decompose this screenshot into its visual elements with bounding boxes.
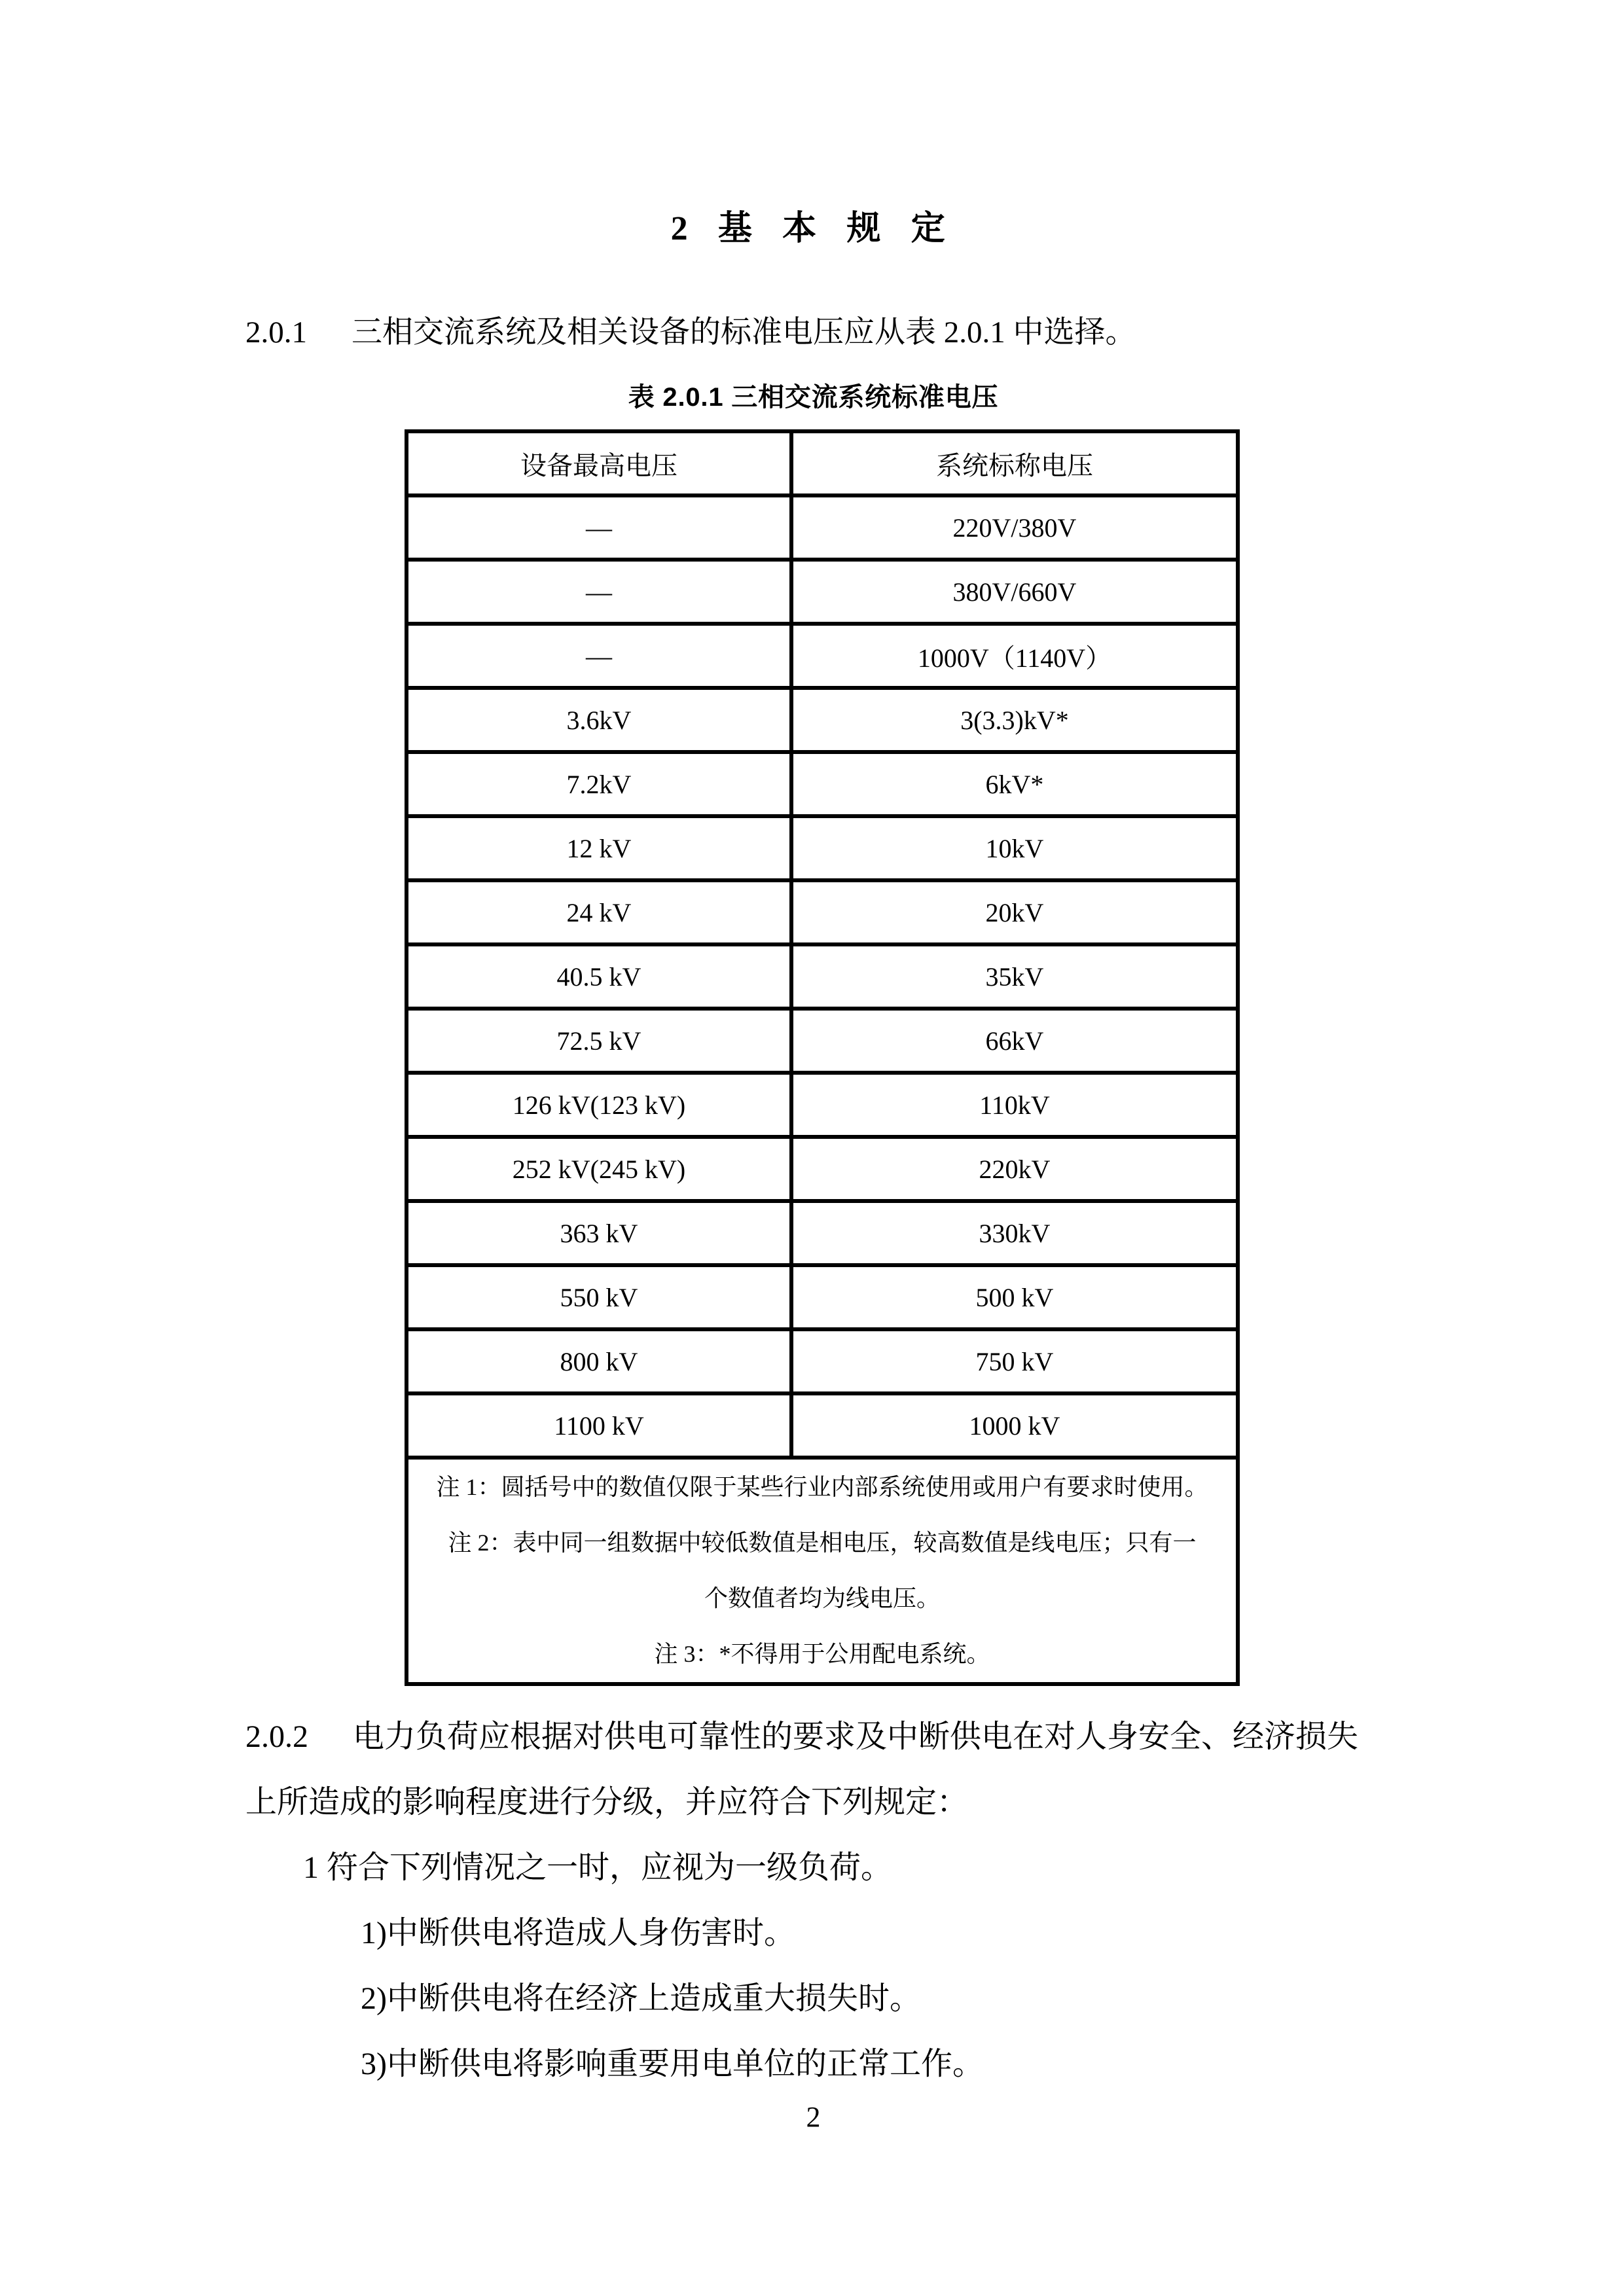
device-max-voltage-cell: 24 kV — [406, 880, 791, 944]
table-row — [406, 1393, 1238, 1458]
system-nominal-voltage-cell: 380V/660V — [791, 560, 1238, 624]
table-row — [406, 880, 1238, 944]
clause-2-0-2-subitem1: 1)中断供电将造成人身伤害时。 — [361, 1916, 795, 1950]
system-nominal-voltage-cell: 1000 kV — [791, 1393, 1238, 1458]
clause-2-0-2 — [245, 1704, 1381, 2097]
clause-2-0-1-text: 三相交流系统及相关设备的标准电压应从表 2.0.1 中选择。 — [352, 315, 1136, 350]
device-max-voltage-cell: 40.5 kV — [406, 944, 791, 1009]
clause-2-0-2-subitem3: 3)中断供电将影响重要用电单位的正常工作。 — [361, 2047, 984, 2081]
system-nominal-voltage-cell: 220kV — [791, 1137, 1238, 1201]
table-note-line: 个数值者均为线电压。 — [704, 1585, 940, 1611]
clause-2-0-2-text1: 电力负荷应根据对供电可靠性的要求及中断供电在对人身安全、经济损失 — [353, 1719, 1359, 1754]
table-notes-row — [406, 1458, 1238, 1684]
device-max-voltage-cell: — — [406, 560, 791, 624]
table-row — [406, 560, 1238, 624]
device-max-voltage-cell: — — [406, 495, 791, 560]
system-nominal-voltage-cell: 10kV — [791, 816, 1238, 880]
clause-2-0-2-subitem2: 2)中断供电将在经济上造成重大损失时。 — [361, 1981, 921, 2016]
table-note-line: 注 3：*不得用于公用配电系统。 — [654, 1641, 990, 1667]
table-note-line: 注 2：表中同一组数据中较低数值是相电压，较高数值是线电压；只有一 — [448, 1530, 1197, 1556]
system-nominal-voltage-cell: 750 kV — [791, 1329, 1238, 1393]
system-nominal-voltage-cell: 35kV — [791, 944, 1238, 1009]
table-row — [406, 944, 1238, 1009]
table-row — [406, 495, 1238, 560]
device-max-voltage-cell: 7.2kV — [406, 752, 791, 816]
page-number: 2 — [806, 2101, 821, 2133]
device-max-voltage-cell: 252 kV(245 kV) — [406, 1137, 791, 1201]
clause-2-0-1 — [245, 312, 1381, 353]
table-row — [406, 624, 1238, 688]
table-notes-cell — [406, 1458, 1238, 1684]
clause-2-0-2-label: 2.0.2 — [245, 1719, 308, 1754]
chapter-title: 2 基 本 规 定 — [670, 210, 956, 247]
clause-2-0-2-item1: 1 符合下列情况之一时，应视为一级负荷。 — [303, 1850, 893, 1885]
table-row — [406, 1073, 1238, 1137]
device-max-voltage-cell: 363 kV — [406, 1201, 791, 1265]
system-nominal-voltage-cell: 20kV — [791, 880, 1238, 944]
header-system-nominal-voltage: 系统标称电压 — [791, 431, 1238, 495]
table-caption: 表 2.0.1 三相交流系统标准电压 — [628, 383, 999, 412]
system-nominal-voltage-cell: 6kV* — [791, 752, 1238, 816]
device-max-voltage-cell: 72.5 kV — [406, 1009, 791, 1073]
table-row — [406, 1329, 1238, 1393]
system-nominal-voltage-cell: 500 kV — [791, 1265, 1238, 1329]
device-max-voltage-cell: 1100 kV — [406, 1393, 791, 1458]
header-device-max-voltage: 设备最高电压 — [406, 431, 791, 495]
clause-2-0-2-line1 — [245, 1704, 1381, 1770]
table-row — [406, 816, 1238, 880]
standard-voltage-table — [405, 429, 1240, 1686]
table-row — [406, 752, 1238, 816]
device-max-voltage-cell: 800 kV — [406, 1329, 791, 1393]
system-nominal-voltage-cell: 330kV — [791, 1201, 1238, 1265]
table-row — [406, 1201, 1238, 1265]
system-nominal-voltage-cell: 3(3.3)kV* — [791, 688, 1238, 752]
table-row — [406, 1009, 1238, 1073]
device-max-voltage-cell: 126 kV(123 kV) — [406, 1073, 791, 1137]
system-nominal-voltage-cell: 66kV — [791, 1009, 1238, 1073]
system-nominal-voltage-cell: 110kV — [791, 1073, 1238, 1137]
table-header-row — [406, 431, 1238, 495]
system-nominal-voltage-cell: 220V/380V — [791, 495, 1238, 560]
clause-2-0-2-line2: 上所造成的影响程度进行分级，并应符合下列规定： — [245, 1785, 969, 1820]
table-row — [406, 1137, 1238, 1201]
clause-2-0-1-label: 2.0.1 — [245, 315, 307, 350]
table-note-line: 注 1：圆括号中的数值仅限于某些行业内部系统使用或用户有要求时使用。 — [436, 1474, 1208, 1500]
device-max-voltage-cell: — — [406, 624, 791, 688]
table-row — [406, 688, 1238, 752]
system-nominal-voltage-cell: 1000V（1140V） — [791, 624, 1238, 688]
device-max-voltage-cell: 3.6kV — [406, 688, 791, 752]
voltage-table-body — [406, 431, 1238, 1458]
device-max-voltage-cell: 550 kV — [406, 1265, 791, 1329]
table-row — [406, 1265, 1238, 1329]
device-max-voltage-cell: 12 kV — [406, 816, 791, 880]
